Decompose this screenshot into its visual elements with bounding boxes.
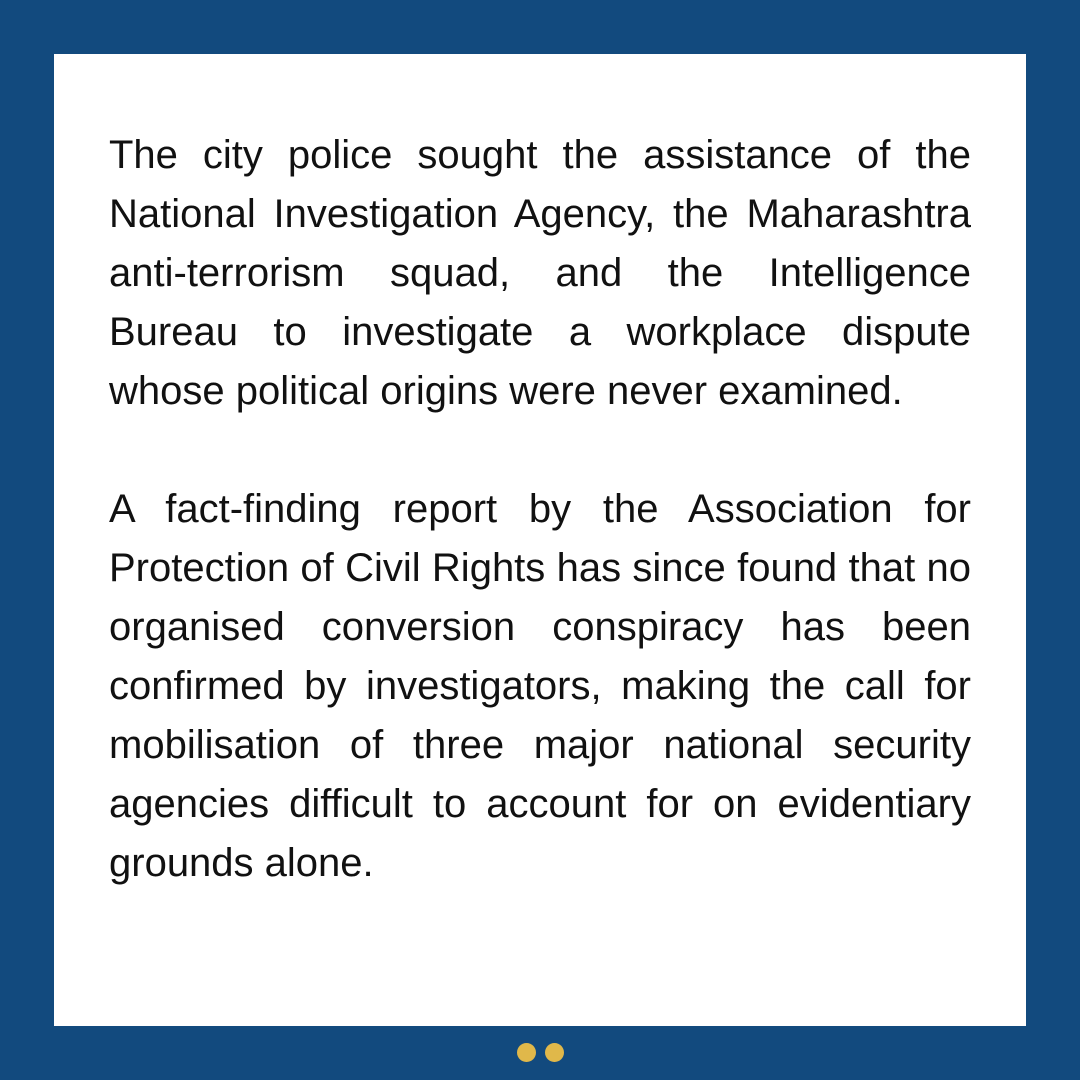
paragraph-2: A fact-finding report by the Association for Protection of Civil Rights has since found that no organised conversion conspiracy has been confirmed by investigators, making the call for mobilisation of three major national security agencies difficult to account for on evidentiary grounds alone. bbox=[109, 487, 971, 885]
content-card bbox=[54, 54, 1026, 1026]
paragraph-1: The city police sought the assistance of the National Investigation Agency, the Maharashtra anti-terrorism squad, and the Intelligence Bureau to investigate a workplace dispute whose political origins were never examined. bbox=[109, 133, 971, 413]
pagination-dot[interactable] bbox=[545, 1043, 564, 1062]
article-text bbox=[109, 126, 971, 893]
pagination-dot[interactable] bbox=[517, 1043, 536, 1062]
pagination-dots bbox=[0, 1043, 1080, 1065]
